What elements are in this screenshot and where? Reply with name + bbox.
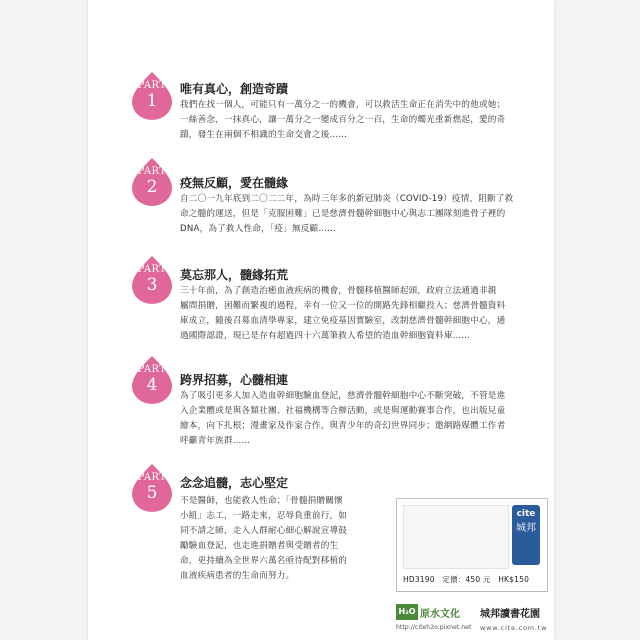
price-box [396,498,548,592]
body-line: 自二〇一九年底到二〇二二年，為時三年多的新冠肺炎（COVID-19）疫情，阻斷了救 [180,194,514,204]
cite-logo-text: cite [516,509,536,519]
part-1-title: 唯有真心，創造奇蹟 [180,82,289,96]
part-2-body [180,192,538,237]
body-line: 呼籲青年族群…… [180,436,251,446]
body-line: 三十年前，為了創造治癒血液疾病的機會，骨髓移植醫師起頭，政府立法通過非親 [180,286,497,296]
price-label: 定價：450 元 [442,575,491,584]
part-label: PART [137,364,167,375]
body-line: 庫成立，隨後召募血清學專家，建立免疫基因實驗室，改制慈濟骨髓幹細胞中心，通 [180,316,506,326]
part-3-badge [128,254,176,304]
body-line: 小組」志工，一路走來，忍辱負重前行，如 [180,511,348,521]
part-3-title: 莫忘那人，髓緣拓荒 [180,268,289,282]
part-4-body [180,389,538,449]
part-5-title: 念念追髓，志心堅定 [180,476,289,490]
part-label: PART [137,264,167,275]
body-line: 一絲善念，一抹真心，讓一萬分之一變成百分之一百，生命的燭光重新燃起，愛的奇 [180,115,506,125]
part-number: 5 [146,483,158,503]
body-line: 同不請之師，走入人群耐心細心解說宣導鼓 [180,526,348,536]
body-line: 入企業體或是與各類社團、社福機構等合辦活動，或是與運動賽事合作，也出版兒童 [180,406,506,416]
book-code: HD3190 [403,575,435,584]
body-line: DNA，為了救人性命，「疫」無反顧…… [180,224,336,234]
cite-logo-cn: 城邦 [516,523,536,534]
cite-url: www.cite.com.tw [480,624,548,632]
body-line: 為了吸引更多人加入造血幹細胞驗血登記，慈濟骨髓幹細胞中心不斷突破，不管是進 [180,391,506,401]
body-line: 血液疾病患者的生命而努力。 [180,571,295,581]
hk-price: HK$150 [498,575,530,584]
part-2-title: 疫無反顧，愛在髓緣 [180,176,289,190]
part-5-body [180,494,390,584]
h2o-logo-icon: H₂O [396,604,418,620]
body-line: 過國際認證，現已是存有超過四十六萬筆救人希望的造血幹細胞資料庫…… [180,331,471,341]
h2o-publisher-name: 原水文化 [420,609,460,620]
part-number: 4 [146,375,158,395]
part-1-badge [128,70,176,120]
part-3-body [180,284,538,344]
part-label: PART [137,80,167,91]
part-number: 3 [146,275,158,295]
body-line: 屬間捐贈，困難而繁複的過程，幸有一位又一位的開路先鋒相繼投入；慈濟骨髓資料 [180,301,506,311]
cite-publisher-name: 城邦讀書花園 [480,609,540,620]
part-label: PART [137,472,167,483]
part-number: 2 [146,177,158,197]
part-number: 1 [146,91,158,111]
part-5-badge [128,462,176,512]
part-4-title: 跨界招募，心髓相連 [180,373,289,387]
body-line: 我們在找一個人，可能只有一萬分之一的機會，可以救活生命正在消失中的他或她； [180,100,506,110]
h2o-url: http://citeh2o.pixnet.net [396,624,472,631]
part-label: PART [137,166,167,177]
price-line [403,574,543,585]
body-line: 蹟，發生在兩個不相識的生命交會之後…… [180,130,348,140]
body-line: 不是醫師，也能救人性命；「骨髓捐贈關懷 [180,496,343,506]
part-4-badge [128,354,176,404]
body-line: 勵驗血登記，也走進捐贈者與受贈者的生 [180,541,339,551]
body-line: 繪本，向下扎根；漫畫家及作家合作，與青少年的奇幻世界同步；邀網路媒體工作者 [180,421,506,431]
cite-logo [512,505,540,565]
barcode-area [403,505,509,569]
part-1-body [180,98,538,143]
part-2-badge [128,156,176,206]
body-line: 命，更持續為全世界六萬名亟待配對移植的 [180,556,348,566]
body-line: 命之髓的運送，但是「克服困難」已是慈濟骨髓幹細胞中心與志工團隊刻進骨子裡的 [180,209,506,219]
